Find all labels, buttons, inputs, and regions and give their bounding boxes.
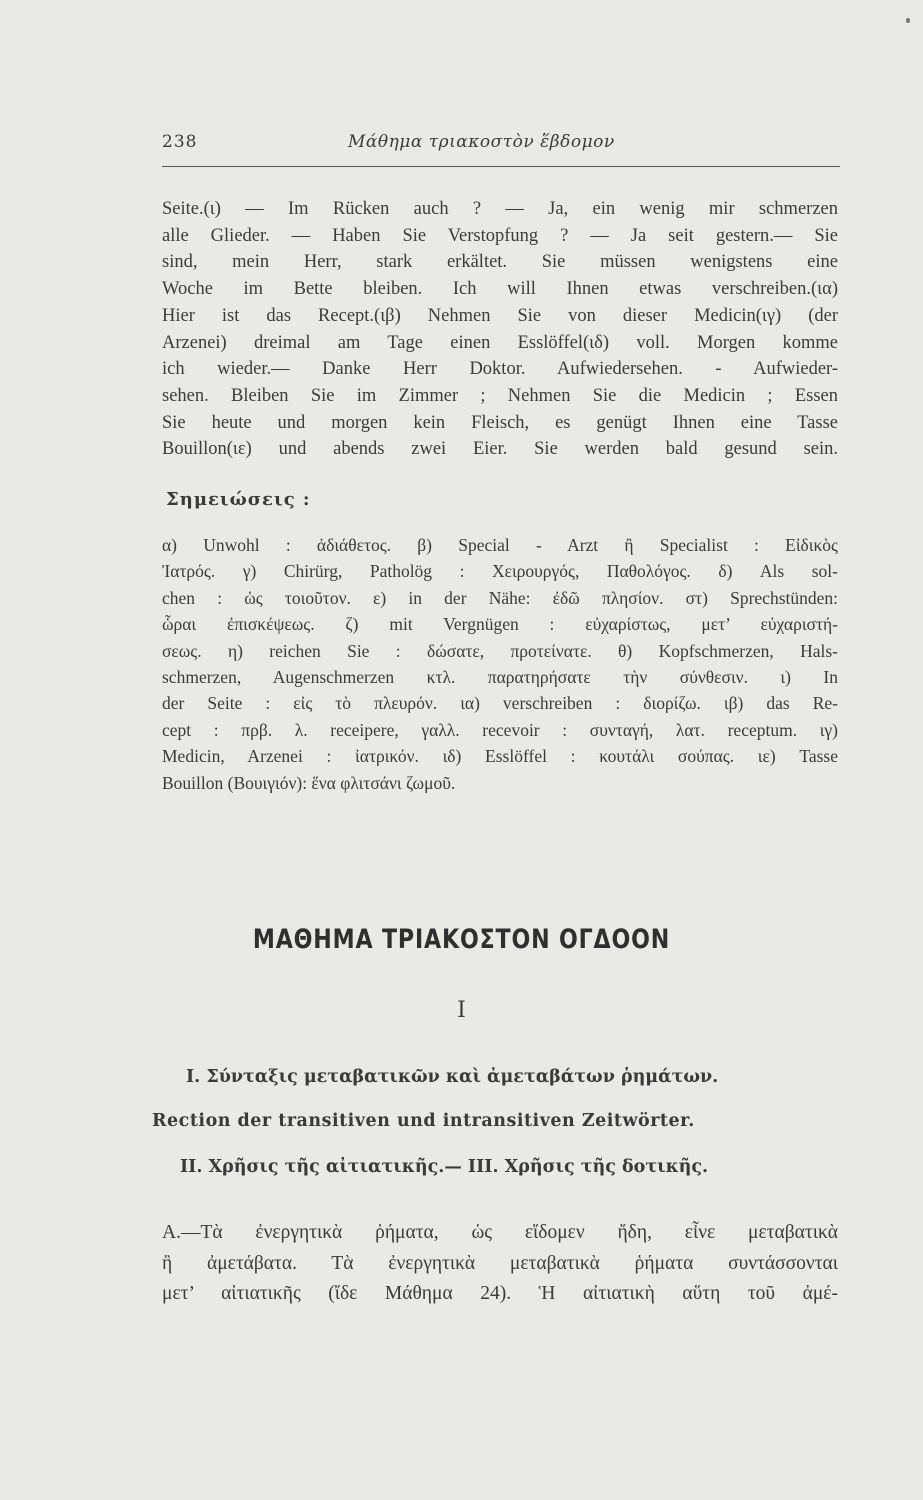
speck-mark xyxy=(906,18,910,23)
topic-syntax-greek: I. Σύνταξις μεταβατικῶν καὶ ἀμεταβάτων ῥημάτων. xyxy=(186,1067,719,1087)
topic-syntax-german: Rection der transitiven und intransitiven Zeitwörter. xyxy=(152,1111,695,1131)
dialogue-line: sind, mein Herr, stark erkältet. Sie müssen wenigstens eine xyxy=(162,252,838,273)
note-line: Ἰατρός. γ) Chirürg, Patholög : Χειρουργός, Παθολόγος. δ) Als sol- xyxy=(162,561,838,582)
page-header xyxy=(162,130,838,160)
page-number: 238 xyxy=(162,132,198,152)
note-line: schmerzen, Augenschmerzen κτλ. παρατηρήσατε τὴν σύνθεσιν. ι) In xyxy=(162,667,838,688)
dialogue-line: Hier ist das Recept.(ιβ) Nehmen Sie von dieser Medicin(ιγ) (der xyxy=(162,305,838,326)
note-line: ὧραι ἐπισκέψεως. ζ) mit Vergnügen : εὐχαρίστως, μετ’ εὐχαριστή- xyxy=(162,614,838,635)
dialogue-line: alle Glieder. — Haben Sie Verstopfung ? — Ja seit gestern.— Sie xyxy=(162,225,838,246)
dialogue-line: sehen. Bleiben Sie im Zimmer ; Nehmen Sie die Medicin ; Essen xyxy=(162,385,838,406)
note-line: σεως. η) reichen Sie : δώσατε, προτείνατε. θ) Kopfschmerzen, Hals- xyxy=(162,640,838,661)
note-line: cept : πρβ. λ. receipere, γαλλ. recevoir : συνταγή, λατ. receptum. ιγ) xyxy=(162,719,838,740)
note-line: Bouillon (Βουιγιόν): ἕνα φλιτσάνι ζωμοῦ. xyxy=(162,772,456,793)
dialogue-text xyxy=(162,196,838,463)
intro-line: ἢ ἀμετάβατα. Τὰ ἐνεργητικὰ μεταβατικὰ ῥήματα συντάσσονται xyxy=(162,1252,838,1274)
dialogue-line: Woche im Bette bleiben. Ich will Ihnen etwas verschreiben.(ια) xyxy=(162,279,838,300)
section-numeral: I xyxy=(457,998,466,1023)
header-rule xyxy=(162,166,840,167)
intro-line: μετ’ αἰτιατικῆς (ἴδε Μάθημα 24). Ἡ αἰτιατικὴ αὕτη τοῦ ἀμέ- xyxy=(162,1283,838,1304)
notes-heading: Σημειώσεις : xyxy=(166,489,311,510)
dialogue-line: Arzenei) dreimal am Tage einen Esslöffel(ιδ) voll. Morgen komme xyxy=(162,332,838,353)
note-line: Medicin, Arzenei : ἰατρικόν. ιδ) Esslöffel : κουτάλι σούπας. ιε) Tasse xyxy=(162,746,838,767)
note-line: α) Unwohl : ἀδιάθετος. β) Special - Arzt ἢ Specialist : Εἰδικὸς xyxy=(162,535,838,555)
dialogue-line: Seite.(ι) — Im Rücken auch ? — Ja, ein wenig mir schmerzen xyxy=(162,199,838,219)
notes-text xyxy=(162,532,838,796)
intro-line: Α.—Τὰ ἐνεργητικὰ ῥήματα, ὡς εἴδομεν ἤδη, εἶνε μεταβατικὰ xyxy=(162,1222,838,1243)
topic-cases: II. Χρῆσις τῆς αἰτιατικῆς.— III. Χρῆσις τῆς δοτικῆς. xyxy=(180,1157,709,1177)
dialogue-line: Sie heute und morgen kein Fleisch, es genügt Ihnen eine Tasse xyxy=(162,412,838,433)
note-line: der Seite : εἰς τὸ πλευρόν. ια) verschreiben : διορίζω. ιβ) das Re- xyxy=(162,693,838,714)
chapter-title: ΜΑΘΗΜΑ ΤΡΙΑΚΟΣΤΟΝ ΟΓΔΟΟΝ xyxy=(252,924,671,955)
dialogue-line: Bouillon(ιε) und abends zwei Eier. Sie werden bald gesund sein. xyxy=(162,439,838,460)
running-title: Μάθημα τριακοστὸν ἕβδομον xyxy=(348,132,615,152)
dialogue-line: ich wieder.— Danke Herr Doktor. Aufwiedersehen. - Aufwieder- xyxy=(162,359,838,380)
intro-text xyxy=(162,1218,838,1310)
note-line: chen : ὡς τοιοῦτον. ε) in der Nähe: ἐδῶ πλησίον. στ) Sprechstünden: xyxy=(162,587,838,608)
